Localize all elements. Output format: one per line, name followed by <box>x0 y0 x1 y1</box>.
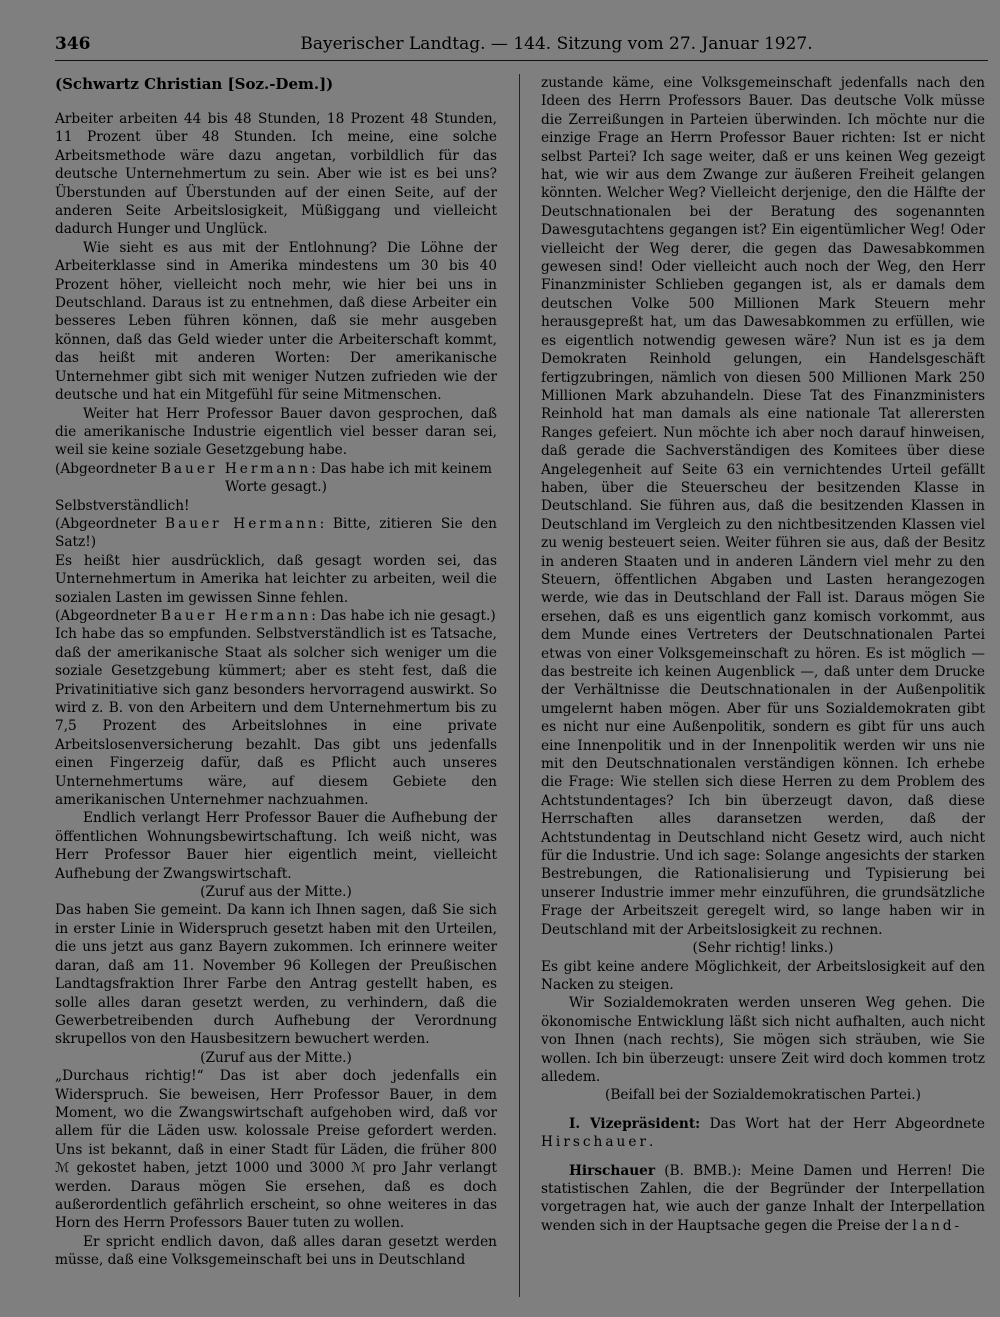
running-header <box>55 34 988 61</box>
spaced-name: Hirschauer <box>541 1134 649 1151</box>
interjection-speaker: Bauer Hermann <box>160 460 312 477</box>
interjection-speaker: Bauer Hermann <box>160 607 312 624</box>
callout: (Sehr richtig! links.) <box>692 940 834 957</box>
paragraph: Es gibt keine andere Möglichkeit, der Arbeitslosigkeit auf den Nacken zu steigen. <box>541 958 985 993</box>
interjection <box>55 460 497 478</box>
interjection <box>55 607 497 625</box>
interjection-prefix: (Abgeordneter <box>55 460 161 477</box>
paragraph: Er spricht endlich davon, daß alles daran gesetzt werden müsse, daß eine Volksgemeinschaft bei uns in Deutschland <box>55 1233 497 1269</box>
callout: (Zuruf aus der Mitte.) <box>200 1049 352 1066</box>
interjection-prefix: (Abgeordneter <box>55 607 161 624</box>
interjection-text: : Das habe ich mit keinem <box>311 460 492 477</box>
speaker-text: (B. BMB.): Meine Damen und Herren! Die statistischen Zahlen, die der Begründer der Interpellation vorgetragen hat, wie auch der ganze Inhalt der Interpellation wenden sich in der Hauptsache gegen die Preise der <box>541 1162 985 1234</box>
paragraph: Ich habe das so empfunden. Selbstverständlich ist es Tatsache, daß der amerikanische Staat als solcher sich weniger um die soziale Gesetzgebung kümmert; aber es steht fest, daß die Privatinitiative sich ganz besonders hervorragend auswirkt. So wird z. B. von den Arbeitern und dem Unternehmertum bis zu 7,5 Prozent des Arbeitslohnes in eine private Arbeitslosenversicherung bezahlt. Das gibt uns jedenfalls einen Fingerzeig dafür, daß es Pflicht auch unseres Unternehmertums wäre, auf diesem Gebiete den amerikanischen Unternehmer nachzuahmen. <box>55 626 497 809</box>
speaker-name: I. Vizepräsident: <box>569 1115 701 1132</box>
interjection-text: : Bitte, zitieren Sie den Satz!) <box>55 515 497 551</box>
interjection-text: : Das habe ich nie gesagt.) <box>311 607 496 624</box>
interjection <box>55 515 497 552</box>
speaker-text-tail: land- <box>912 1217 963 1234</box>
paragraph: „Durchaus richtig!“ Das ist aber doch jedenfalls ein Widerspruch. Sie beweisen, Herr Professor Bauer, in dem Moment, wo die Zwangswirtschaft aufgehoben wird, daß vor allem für die Läden usw. kolossale Preise gefordert werden. Uns ist bekannt, daß in einer Stadt für Läden, die früher 800 ℳ gekostet haben, jetzt 1000 und 3000 ℳ pro Jahr verlangt werden. Daraus mögen Sie ersehen, daß es doch außerordentlich gefährlich erscheint, so ohne weiteres in das Horn des Herrn Professors Bauer tuten zu wollen. <box>55 1068 497 1232</box>
paragraph: Wir Sozialdemokraten werden unseren Weg gehen. Die ökonomische Entwicklung läßt sich nicht aufhalten, auch nicht von Ihnen (nach rechts), Sie mögen sich sträuben, wie Sie wollen. Ich bin überzeugt: unsere Zeit wird doch kommen trotz alledem. <box>541 995 985 1085</box>
right-column <box>541 74 985 1309</box>
speaker-paragraph <box>541 1115 985 1152</box>
paragraph: Das haben Sie gemeint. Da kann ich Ihnen sagen, daß Sie sich in erster Linie in Widerspruch gesetzt haben mit den Urteilen, die uns jetzt aus ganz Bayern zukommen. Ich erinnere weiter daran, daß am 11. November 96 Kollegen der Preußischen Landtagsfraktion Ihrer Farbe den Antrag gestellt haben, es solle alles daran gesetzt werden, zu verhindern, daß die Gewerbetreibenden durch Aufhebung der Verordnung skrupellos von den Hausbesitzern bewuchert werden. <box>55 902 497 1048</box>
paragraph: Weiter hat Herr Professor Bauer davon gesprochen, daß die amerikanische Industrie eigentlich viel besser daran sei, weil sie keine soziale Gesetzgebung habe. <box>55 405 497 459</box>
running-title: Bayerischer Landtag. — 144. Sitzung vom 27. Januar 1927. <box>300 34 813 54</box>
paragraph: zustande käme, eine Volksgemeinschaft jedenfalls nach den Ideen des Herrn Professors Bauer. Das deutsche Volk müsse die Zerreißungen in Parteien überwinden. Ich möchte nur die einzige Frage an Herrn Professor Bauer richten: Ist er nicht selbst Partei? Ich sage weiter, daß er uns keinen Weg gezeigt hat, wie wir aus dem Zwange zur äußeren Freiheit gelangen könnten. Welcher Weg? Vielleicht derjenige, den die Hälfte der Deutschnationalen bei der Beratung des sogenannten Dawesgutachtens gegangen ist? Ein eigentümlicher Weg! Oder vielleicht der Weg derer, die gegen das Dawesabkommen gewesen sind! Oder vielleicht auch noch der Weg, den Herr Finanzminister Schlieben gegangen ist, als er damals dem deutschen Volke 500 Millionen Mark Steuern mehr herausgepreßt hat, um das Dawesabkommen zu erfüllen, wie es eigentlich notwendig gewesen wäre? Nun ist es ja dem Demokraten Reinhold gelungen, ein Handelsgeschäft fertigzubringen, nämlich von diesen 500 Millionen Mark 250 Millionen Mark abzuhandeln. Diese Tat des Finanzministers Reinhold hat man damals als eine nationale Tat allerersten Ranges gefeiert. Nun möchte ich aber noch darauf hinweisen, daß gerade die Sachverständigen des Komitees über diese Angelegenheit auf Seite 63 ein vernichtendes Urteil gefällt haben, über die Steuerscheu der besitzenden Klasse in Deutschland. Sie führen aus, daß die besitzenden Klassen in Deutschland im Vergleich zu den nichtbesitzenden Klassen viel zu wenig besteuert seien. Weiter führen sie aus, daß der Besitz in anderen Staaten und in anderen Ländern viel mehr zu den Steuern, öffentlichen Abgaben und Lasten herangezogen werde, wie das in Deutschland der Fall ist. Daraus mögen Sie ersehen, daß es uns eigentlich ganz komisch vorkommt, aus dem Munde eines Vertreters der Deutschnationalen Partei etwas von einer Volksgemeinschaft zu hören. Es ist möglich — das bestreite ich keinen Augenblick —, daß unter dem Drucke der Verhältnisse die Deutschnationalen in der Außenpolitik umgelernt haben mögen. Aber für uns Sozialdemokraten gibt es nicht nur eine Außenpolitik, sondern es gibt für uns auch eine Innenpolitik und in der Innenpolitik werden wir uns nie mit den Deutschnationalen verständigen können. Ich erhebe die Frage: Wie stellen sich diese Herren zu dem Problem des Achtstundentages? Ich bin überzeugt davon, daß diese Herrschaften alles daransetzen werden, daß der Achtstundentag in Deutschland nicht Gesetz wird, auch nicht für die Industrie. Und ich sage: Solange angesichts der starken Bestrebungen, die Rationalisierung und Typisierung bei unserer Industrie immer mehr einzuführen, die grundsätzliche Frage der Arbeitszeit geregelt wird, so lange haben wir in Deutschland mit der Arbeitslosigkeit zu rechnen. <box>541 75 985 938</box>
interjection-prefix: (Abgeordneter <box>55 515 166 532</box>
paragraph: Arbeiter arbeiten 44 bis 48 Stunden, 18 Prozent 48 Stunden, 11 Prozent über 48 Stunden. Ich meine, eine solche Arbeitsmethode wäre dazu angetan, vorbildlich für das deutsche Unternehmertum zu sein. Aber wie ist es bei uns? Überstunden auf Überstunden auf der einen Seite, auf der anderen Seite Arbeitslosigkeit, Müßiggang und vielleicht dadurch Hunger und Unglück. <box>55 111 497 238</box>
callout: (Zuruf aus der Mitte.) <box>200 884 352 901</box>
interjection-continuation: Worte gesagt.) <box>225 479 327 496</box>
paragraph: Es heißt hier ausdrücklich, daß gesagt worden sei, das Unternehmertum in Amerika hat leichter zu arbeiten, weil die sozialen Lasten im gewissen Sinne fehlen. <box>55 552 497 606</box>
paragraph: Wie sieht es aus mit der Entlohnung? Die Löhne der Arbeiterklasse sind in Amerika mindestens um 30 bis 40 Prozent höher, vielleicht noch mehr, wie hier bei uns in Deutschland. Daraus ist zu entnehmen, daß diese Arbeiter ein besseres Leben führen können, daß sie mehr ausgeben können, daß das Geld wieder unter die Arbeiterschaft kommt, das heißt mit anderen Worten: Der amerikanische Unternehmer gibt sich mit weniger Nutzen zufrieden wie der deutsche und hat ein Mitgefühl für seine Mitmenschen. <box>55 239 497 404</box>
speaker-heading: (Schwartz Christian [Soz.-Dem.]) <box>55 75 334 93</box>
paragraph: Selbstverständlich! <box>55 497 190 514</box>
callout: (Beifall bei der Sozialdemokratischen Partei.) <box>605 1087 921 1104</box>
page-number: 346 <box>55 34 91 54</box>
speaker-text-end: . <box>648 1134 654 1151</box>
interjection-speaker: Bauer Hermann <box>165 515 320 532</box>
speaker-paragraph <box>541 1162 985 1236</box>
speaker-name: Hirschauer <box>569 1162 656 1179</box>
left-column <box>55 74 497 1309</box>
paragraph: Endlich verlangt Herr Professor Bauer die Aufhebung der öffentlichen Wohnungsbewirtschaftung. Ich weiß nicht, was Herr Professor Bauer hier eigentlich meint, vielleicht Aufhebung der Zwangswirtschaft. <box>55 810 497 882</box>
speaker-text: Das Wort hat der Herr Abgeordnete <box>700 1115 986 1132</box>
column-divider <box>519 74 520 1297</box>
